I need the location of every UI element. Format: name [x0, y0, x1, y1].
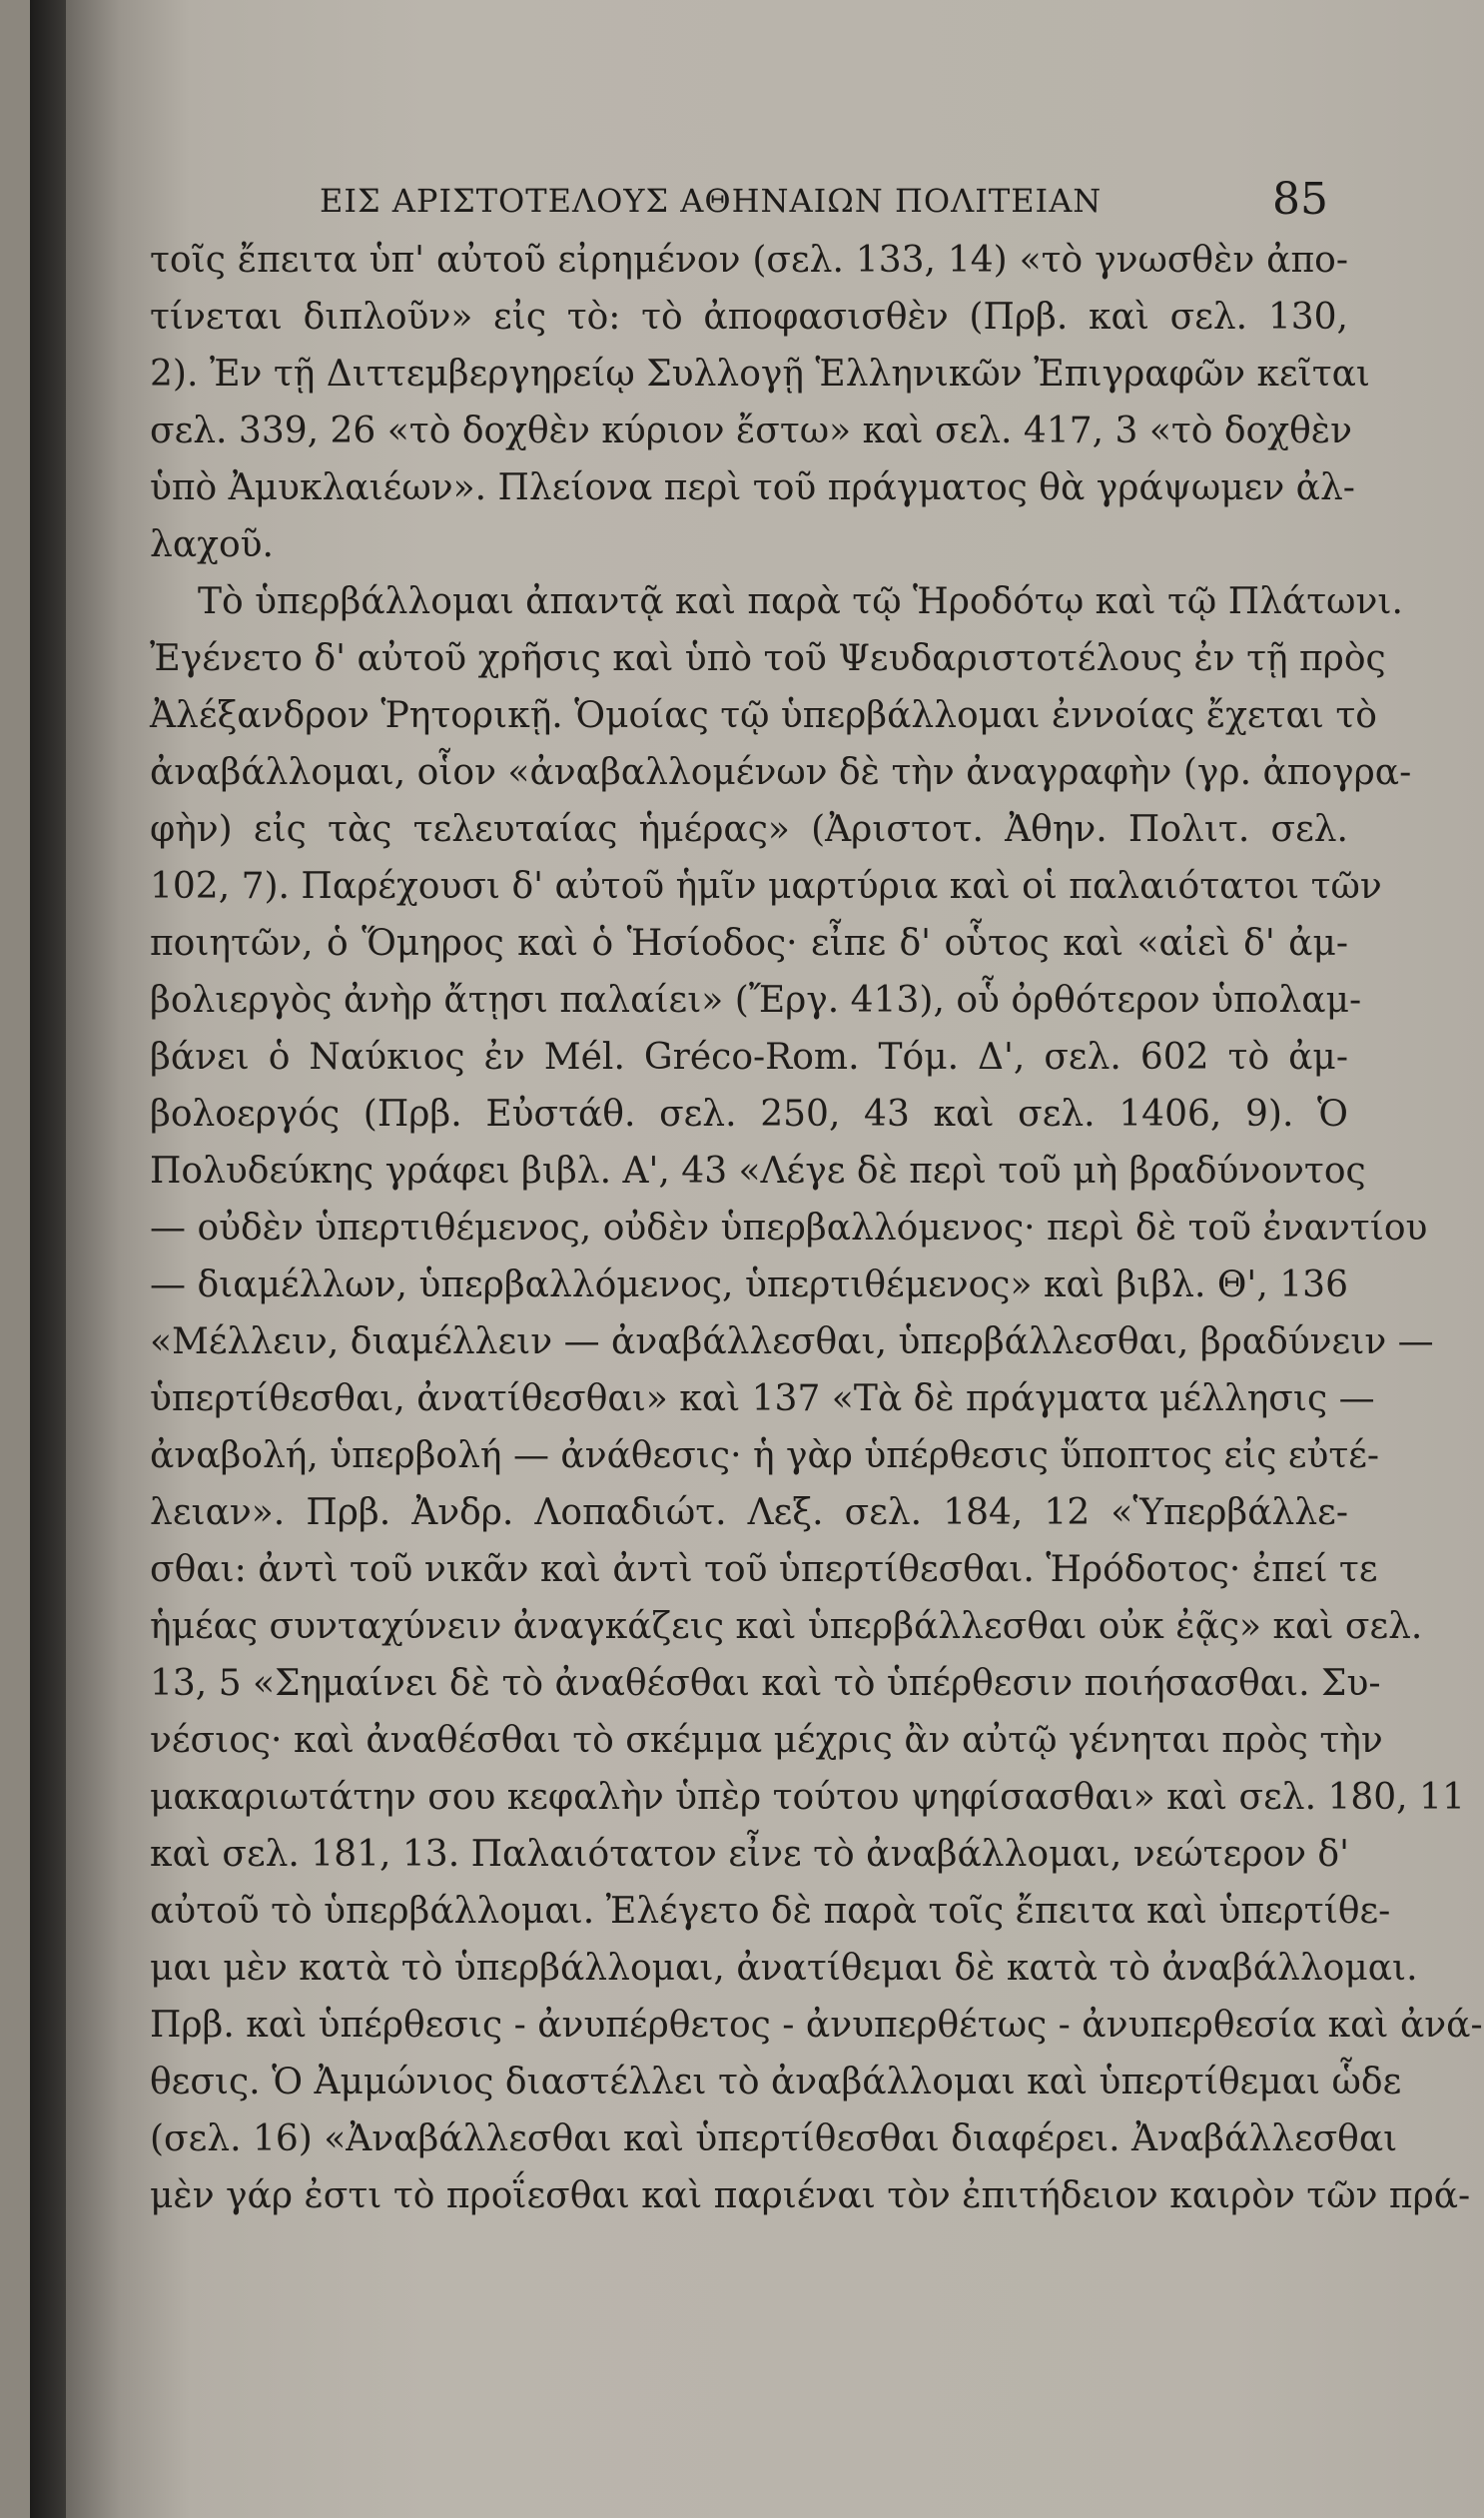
- text-line: τίνεται διπλοῦν» εἰς τὸ: τὸ ἀποφασισθὲν (Πρβ. καὶ σελ. 130,: [150, 297, 1348, 338]
- text-line: καὶ σελ. 181, 13. Παλαιότατον εἶνε τὸ ἀναβάλλομαι, νεώτερον δ': [150, 1834, 1349, 1875]
- text-line: λαχοῦ.: [150, 524, 274, 565]
- text-line: ὑπερτίθεσθαι, ἀνατίθεσθαι» καὶ 137 «Τὰ δὲ πράγματα μέλλησις —: [150, 1378, 1375, 1419]
- text-line: τοῖς ἔπειτα ὑπ' αὐτοῦ εἰρημένον (σελ. 133, 14) «τὸ γνωσθὲν ἀπο-: [150, 240, 1348, 281]
- text-line: μακαριωτάτην σου κεφαλὴν ὑπὲρ τούτου ψηφίσασθαι» καὶ σελ. 180, 11: [150, 1777, 1465, 1818]
- text-line: 102, 7). Παρέχουσι δ' αὐτοῦ ἡμῖν μαρτύρια καὶ οἱ παλαιότατοι τῶν: [150, 866, 1382, 907]
- text-line: ποιητῶν, ὁ Ὅμηρος καὶ ὁ Ἡσίοδος· εἶπε δ' οὗτος καὶ «αἰεὶ δ' ἀμ-: [150, 923, 1348, 964]
- text-line: «Μέλλειν, διαμέλλειν — ἀναβάλλεσθαι, ὑπερβάλλεσθαι, βραδύνειν —: [150, 1321, 1434, 1362]
- text-line: μαι μὲν κατὰ τὸ ὑπερβάλλομαι, ἀνατίθεμαι δὲ κατὰ τὸ ἀναβάλλομαι.: [150, 1948, 1418, 1989]
- running-title: ΕΙΣ ΑΡΙΣΤΟΤΕΛΟΥΣ ΑΘΗΝΑΙΩΝ ΠΟΛΙΤΕΙΑΝ: [320, 182, 1103, 220]
- text-line: αὐτοῦ τὸ ὑπερβάλλομαι. Ἐλέγετο δὲ παρὰ τοῖς ἔπειτα καὶ ὑπερτίθε-: [150, 1891, 1391, 1932]
- text-line: σελ. 339, 26 «τὸ δοχθὲν κύριον ἔστω» καὶ σελ. 417, 3 «τὸ δοχθὲν: [150, 411, 1352, 451]
- text-line: σθαι: ἀντὶ τοῦ νικᾶν καὶ ἀντὶ τοῦ ὑπερτίθεσθαι. Ἡρόδοτος· ἐπεί τε: [150, 1549, 1378, 1590]
- text-line: θεσις. Ὁ Ἀμμώνιος διαστέλλει τὸ ἀναβάλλομαι καὶ ὑπερτίθεμαι ὧδε: [150, 2062, 1402, 2102]
- text-line: 13, 5 «Σημαίνει δὲ τὸ ἀναθέσθαι καὶ τὸ ὑπέρθεσιν ποιήσασθαι. Συ-: [150, 1663, 1381, 1704]
- text-line: (σελ. 16) «Ἀναβάλλεσθαι καὶ ὑπερτίθεσθαι διαφέρει. Ἀναβάλλεσθαι: [150, 2118, 1398, 2159]
- page-header: [320, 168, 1328, 238]
- text-line: ἡμέας συνταχύνειν ἀναγκάζεις καὶ ὑπερβάλλεσθαι οὐκ ἐᾷς» καὶ σελ.: [150, 1606, 1423, 1647]
- text-line: — οὐδὲν ὑπερτιθέμενος, οὐδὲν ὑπερβαλλόμενος· περὶ δὲ τοῦ ἐναντίου: [150, 1208, 1428, 1249]
- body-text: [150, 232, 1483, 2224]
- text-line: ὑπὸ Ἀμυκλαιέων». Πλείονα περὶ τοῦ πράγματος θὰ γράψωμεν ἀλ-: [150, 467, 1355, 508]
- text-line: μὲν γάρ ἐστι τὸ προΐεσθαι καὶ παριέναι τὸν ἐπιτήδειον καιρὸν τῶν πρά-: [150, 2175, 1471, 2216]
- text-line: Ἀλέξανδρον Ῥητορικῇ. Ὁμοίας τῷ ὑπερβάλλομαι ἐννοίας ἔχεται τὸ: [150, 695, 1377, 736]
- page-number: 85: [1272, 174, 1328, 225]
- text-line: νέσιος· καὶ ἀναθέσθαι τὸ σκέμμα μέχρις ἂν αὐτῷ γένηται πρὸς τὴν: [150, 1720, 1383, 1761]
- page-spine-shadow: [30, 0, 66, 2518]
- text-line: λειαν». Πρβ. Ἀνδρ. Λοπαδιώτ. Λεξ. σελ. 184, 12 «Ὑπερβάλλε-: [150, 1492, 1348, 1533]
- text-line: βολοεργός (Πρβ. Εὐστάθ. σελ. 250, 43 καὶ σελ. 1406, 9). Ὁ: [150, 1094, 1348, 1135]
- text-line: βάνει ὁ Ναύκιος ἐν Mél. Gréco-Rom. Τόμ. Δ', σελ. 602 τὸ ἀμ-: [150, 1037, 1348, 1078]
- text-line: Πρβ. καὶ ὑπέρθεσις - ἀνυπέρθετος - ἀνυπερθέτως - ἀνυπερθεσία καὶ ἀνά-: [150, 2005, 1483, 2046]
- text-line: ἀναβάλλομαι, οἷον «ἀναβαλλομένων δὲ τὴν ἀναγραφὴν (γρ. ἀπογρα-: [150, 752, 1412, 793]
- book-page: [30, 0, 1484, 2518]
- text-line: ἀναβολή, ὑπερβολή — ἀνάθεσις· ἡ γὰρ ὑπέρθεσις ὕποπτος εἰς εὐτέ-: [150, 1435, 1380, 1476]
- text-line: Πολυδεύκης γράφει βιβλ. Α', 43 «Λέγε δὲ περὶ τοῦ μὴ βραδύνοντος: [150, 1151, 1366, 1192]
- text-line: 2). Ἐν τῇ Διττεμβεργηρείῳ Συλλογῇ Ἑλληνικῶν Ἐπιγραφῶν κεῖται: [150, 354, 1371, 395]
- text-line: βολιεργὸς ἀνὴρ ἄτῃσι παλαίει» (Ἔργ. 413), οὗ ὀρθότερον ὑπολαμ-: [150, 980, 1362, 1021]
- text-line: φὴν) εἰς τὰς τελευταίας ἡμέρας» (Ἀριστοτ. Ἀθην. Πολιτ. σελ.: [150, 809, 1348, 850]
- text-line: — διαμέλλων, ὑπερβαλλόμενος, ὑπερτιθέμενος» καὶ βιβλ. Θ', 136: [150, 1264, 1348, 1305]
- text-line: Τὸ ὑπερβάλλομαι ἀπαντᾷ καὶ παρὰ τῷ Ἡροδότῳ καὶ τῷ Πλάτωνι.: [198, 581, 1403, 622]
- text-line: Ἐγένετο δ' αὐτοῦ χρῆσις καὶ ὑπὸ τοῦ Ψευδαριστοτέλους ἐν τῇ πρὸς: [150, 638, 1386, 679]
